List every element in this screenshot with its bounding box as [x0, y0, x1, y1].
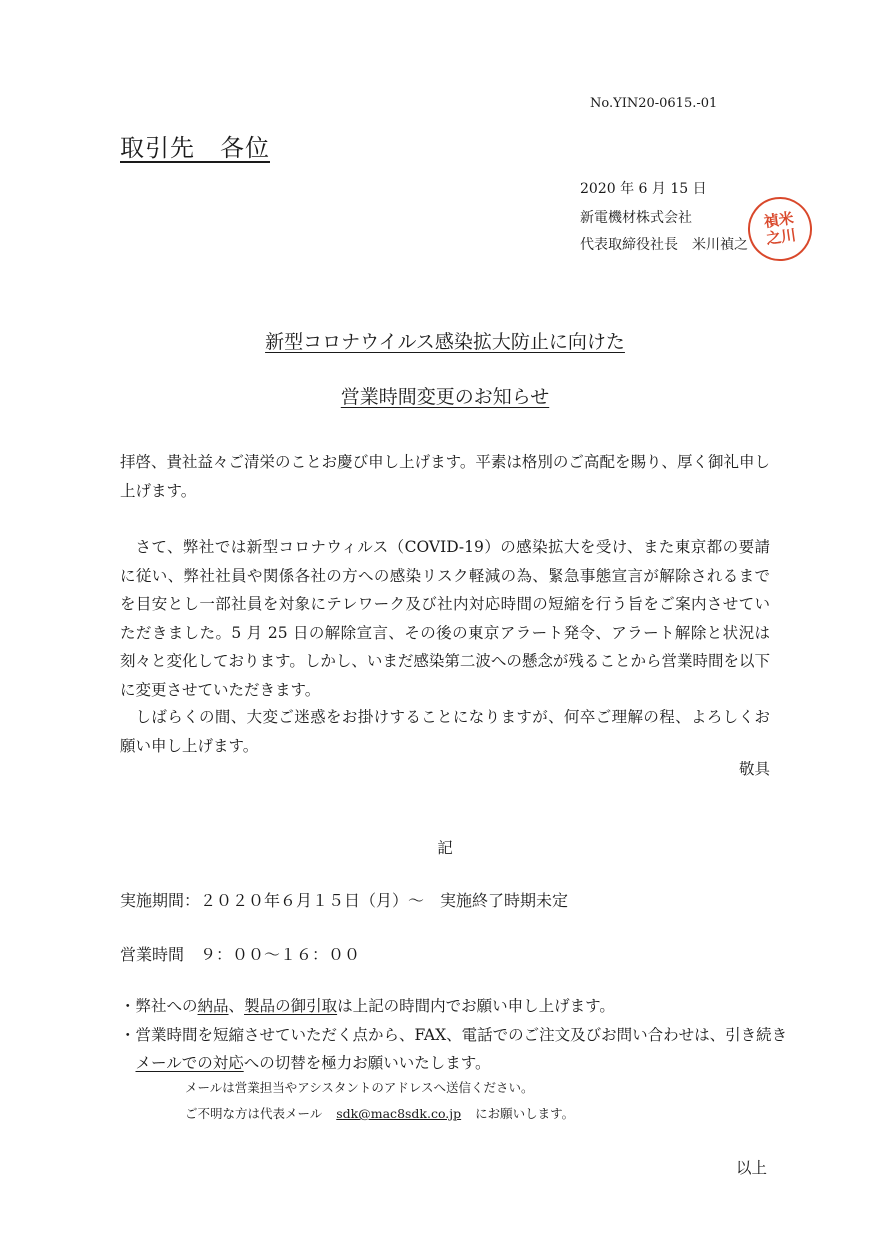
underlined-email-response: メールでの対応 — [135, 1054, 244, 1072]
bullet-text-post: は上記の時間内でお願い申し上げます。 — [337, 997, 615, 1015]
seal-text: 禎米之川 — [762, 209, 798, 248]
bullet-mark: ・ — [120, 1026, 136, 1044]
implementation-period: 実施期間：２０２０年６月１５日（月）～ 実施終了時期未定 — [120, 891, 569, 910]
bullet-text-pre: 営業時間を短縮させていただく点から、FAX、電話でのご注文及びお問い合わせは、引き続き — [135, 1026, 788, 1044]
underlined-delivery: 納品 — [197, 997, 229, 1015]
ki-heading: 記 — [437, 839, 453, 857]
title-line-2: 営業時間変更のお知らせ — [340, 386, 550, 408]
company-seal-stamp — [744, 193, 816, 265]
note-text-post: にお願いします。 — [475, 1106, 575, 1121]
main-paragraph: さて、弊社では新型コロナウィルス（COVID-19）の感染拡大を受け、また東京都の要請に従い、弊社社員や関係各社の方への感染リスク軽減の為、緊急事態宣言が解除されるまでを目安とし一部社員を対象にテレワーク及び社内対応時間の短縮を行う旨をご案内させていただきました。5 月 25 日の解除宣言、その後の東京アラート発令、アラート解除と状況は刻々と変化しております。しかし、いまだ感染第二波への懸念が残ることから営業時間を以下に変更させていただきます。 — [120, 538, 770, 699]
end-ijo: 以上 — [735, 1159, 767, 1177]
underlined-pickup: 製品の御引取 — [244, 997, 338, 1015]
bullet-contact — [120, 1021, 796, 1077]
bullet-text-pre: 弊社への — [135, 997, 198, 1015]
email-note: メールは営業担当やアシスタントのアドレスへ送信ください。 — [185, 1080, 534, 1095]
apology-paragraph: しばらくの間、大変ご迷惑をお掛けすることになりますが、何卒ご理解の程、よろしくお願い申し上げます。 — [120, 708, 770, 755]
addressee: 取引先 各位 — [120, 134, 270, 162]
bullet-text-post: への切替を極力お願いいたします。 — [243, 1054, 491, 1072]
title-line-1: 新型コロナウイルス感染拡大防止に向けた — [265, 331, 625, 353]
bullet-mark: ・ — [120, 997, 136, 1015]
greeting-paragraph: 拝啓、貴社益々ご清栄のことお慶び申し上げます。平素は格別のご高配を賜り、厚く御礼申し上げます。 — [120, 453, 770, 500]
bullet-sep: 、 — [228, 997, 245, 1015]
business-hours: 営業時間 ９：００～１６：００ — [120, 945, 361, 964]
company-name: 新電機材株式会社 — [580, 210, 692, 226]
closing-keigu: 敬具 — [738, 760, 770, 778]
document-number: No.YIN20-0615.-01 — [590, 96, 718, 111]
representative-email-link[interactable]: sdk@mac8sdk.co.jp — [336, 1106, 462, 1121]
representative-email-note — [185, 1104, 574, 1122]
bullet-delivery — [120, 992, 796, 1020]
issue-date: 2020 年 6 月 15 日 — [580, 181, 707, 197]
note-text-pre: ご不明な方は代表メール — [185, 1106, 323, 1121]
representative-name: 代表取締役社長 米川禎之 — [580, 237, 748, 253]
